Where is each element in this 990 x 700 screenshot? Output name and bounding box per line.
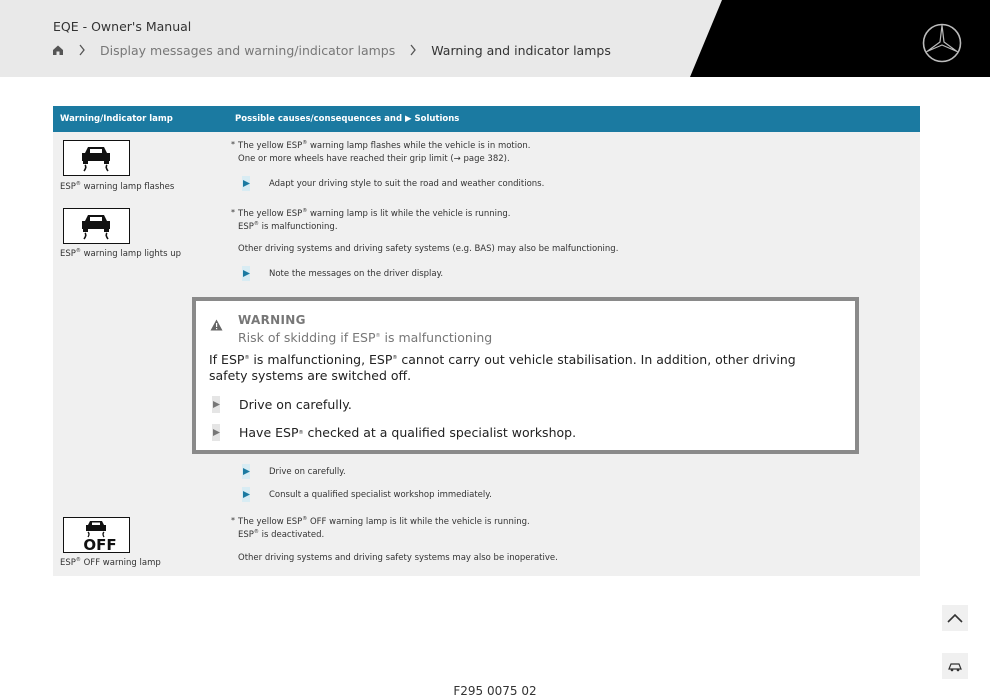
arrow-right-icon — [213, 429, 220, 436]
lamp-label-prefix: ESP — [60, 558, 76, 568]
scroll-top-icon — [947, 613, 963, 623]
lamp-label-prefix: ESP — [60, 182, 76, 192]
scroll-top-button[interactable] — [942, 605, 968, 631]
arrow-right-icon — [243, 270, 250, 277]
warning-body: If ESP® is malfunctioning, ESP® cannot carry out vehicle stabilisation. In addition, other driving safety systems are switched off. — [209, 352, 796, 383]
registered-mark: ® — [392, 354, 398, 361]
esp-off-lamp-icon — [63, 517, 130, 553]
registered-mark: ® — [253, 221, 259, 228]
solution-step: Adapt your driving style to suit the road and weather conditions. — [242, 176, 544, 191]
skidding-car-icon — [64, 209, 128, 242]
registered-mark: ® — [244, 354, 250, 361]
warning-step: Drive on carefully. — [212, 396, 352, 413]
registered-mark: ® — [302, 140, 308, 147]
vehicle-model-button[interactable] — [942, 653, 968, 679]
warning-title: WARNING — [238, 313, 306, 327]
arrow-right-icon — [243, 180, 250, 187]
col-header-lamp: Warning/Indicator lamp — [60, 114, 173, 124]
registered-mark: ® — [75, 557, 81, 564]
warning-subtitle: Risk of skidding if ESP® is malfunctioning — [238, 330, 493, 345]
registered-mark: ® — [75, 181, 81, 188]
esp-lamp-icon — [63, 208, 130, 244]
solution-step: Note the messages on the driver display. — [242, 266, 443, 281]
lamp-label: OFF warning lamp — [83, 558, 161, 568]
warning-triangle-icon — [210, 319, 223, 331]
lamp-label: warning lamp flashes — [83, 182, 175, 192]
skidding-car-icon — [64, 518, 128, 551]
table-header — [53, 106, 920, 132]
lamp-off-text: OFF — [83, 536, 117, 551]
footnote-mark: * — [231, 208, 235, 217]
registered-mark: ® — [375, 332, 381, 339]
arrow-right-icon — [243, 468, 250, 475]
lamp-label: warning lamp lights up — [83, 249, 182, 259]
registered-mark: ® — [302, 516, 308, 523]
footnote-mark: * — [231, 516, 235, 525]
table-row — [53, 508, 920, 576]
registered-mark: ® — [302, 208, 308, 215]
breadcrumb-item-current: Warning and indicator lamps — [431, 42, 611, 58]
esp-lamp-icon — [63, 140, 130, 176]
solution-step: Drive on carefully. — [242, 464, 346, 479]
breadcrumb — [52, 42, 625, 58]
cause-text: * The yellow ESP® warning lamp flashes while the vehicle is in motion. One or more wheels have reached their grip limit (→ page 382). — [231, 140, 531, 164]
home-icon[interactable] — [52, 44, 64, 56]
cause-text: * The yellow ESP® warning lamp is lit while the vehicle is running. ESP® is malfunctioning. — [231, 208, 511, 232]
table-row — [53, 132, 920, 200]
cause-text: Other driving systems and driving safety systems may also be inoperative. — [238, 553, 558, 563]
solution-step: Consult a qualified specialist workshop immediately. — [242, 487, 492, 502]
arrow-right-icon — [243, 491, 250, 498]
skidding-car-icon — [64, 141, 128, 174]
warning-box — [192, 297, 859, 454]
chevron-right-icon — [409, 44, 417, 56]
figure-code: F295 0075 02 — [453, 684, 537, 698]
arrow-right-icon — [213, 401, 220, 408]
footnote-mark: * — [231, 140, 235, 149]
lamp-label-prefix: ESP — [60, 249, 76, 259]
registered-mark: ® — [75, 248, 81, 255]
cause-text: * The yellow ESP® OFF warning lamp is lit while the vehicle is running. ESP® is deactivated. — [231, 516, 530, 540]
manual-title: EQE - Owner's Manual — [53, 19, 192, 34]
chevron-right-icon — [78, 44, 86, 56]
breadcrumb-item-display-messages[interactable]: Display messages and warning/indicator lamps — [100, 42, 396, 58]
mercedes-star-logo[interactable] — [921, 22, 963, 64]
registered-mark: ® — [253, 529, 259, 536]
cause-text: Other driving systems and driving safety systems (e.g. BAS) may also be malfunctioning. — [238, 244, 619, 254]
warning-step: Have ESP ® checked at a qualified specialist workshop. — [212, 424, 576, 441]
vehicle-model-icon — [947, 660, 963, 672]
col-header-causes: Possible causes/consequences and ▶ Solutions — [235, 114, 460, 124]
